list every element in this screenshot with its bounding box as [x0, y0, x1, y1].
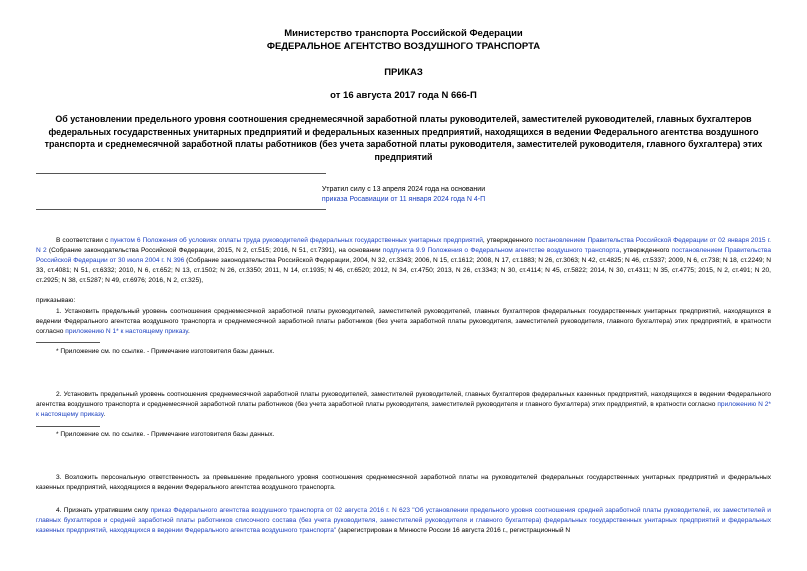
preamble-paragraph: В соответствии с пунктом 6 Положения об условиях оплаты труда руководителей федеральных государственных унитарных предприятий, утвержденного постановлением Правительства Российской Федерации от 02 января 2015 г. N 2 (Собрание законодательства Российской Федерации, 2015, N 2, ст.515; 2016, N 51, ст.7391), на основании подпункта 9.9 Положения о Федеральном агентстве воздушного транспорта, утвержденного постановлением Правительства Российской Федерации от 30 июля 2004 г. N 396 (Собрание законодательства Российской Федерации, 2004, N 32, ст.3343; 2006, N 15, ст.1612; 2008, N 17, ст.1883; N 26, ст.3063; N 42, ст.4825; N 46, ст.5337; 2009, N 6, ст.738; N 18, ст.2249; N 33, ст.4081; N 51, ст.6332; 2010, N 6, ст.652; N 13, ст.1502; N 26, ст.3350; 2011, N 14, ст.1935; N 46, ст.6520; 2012, N 34, ст.4750; 2013, N 26, ст.3343; N 30, ст.4114; N 45, ст.5822; 2014, N 30, ст.4311; N 35, ст.4775; 2015, N 2, ст.491; N 20, ст.2925; N 38, ст.5287; N 49, ст.6976; 2016, N 2, ст.325),: [36, 237, 772, 284]
lost-force-link[interactable]: приказа Росавиации от 11 января 2024 года N 4-П: [321, 196, 486, 203]
document-date-number: от 16 августа 2017 года N 666-П: [330, 90, 477, 101]
agency-name: ФЕДЕРАЛЬНОЕ АГЕНТСТВО ВОЗДУШНОГО ТРАНСПОРТА: [266, 41, 541, 52]
link-appendix-2[interactable]: приложению N 2* к настоящему приказу: [36, 401, 771, 418]
order-word: приказываю:: [36, 297, 76, 304]
footnote-rule-1: [36, 342, 100, 343]
link-government-decree-396[interactable]: постановлением Правительства Российской Федерации от 30 июля 2004 г. N 396: [36, 247, 772, 264]
link-agency-regulation[interactable]: подпункта 9.9 Положения о Федеральном агентстве воздушного транспорта: [382, 247, 620, 254]
document-type: ПРИКАЗ: [384, 67, 423, 78]
item-3-paragraph: 3. Возложить персональную ответственность за превышение предельного уровня соотношения среднемесячной заработной платы на руководителей федеральных государственных унитарных предприятий и федеральных казенных предприятий, находящихся в ведении Федерального агентства воздушного транспорта.: [36, 474, 771, 491]
ministry-name: Министерство транспорта Российской Федерации: [284, 28, 523, 39]
link-order-623[interactable]: приказ Федерального агентства воздушного транспорта от 02 августа 2016 г. N 623 "Об установлении предельного уровня соотношения средней заработной платы руководителей, их заместителей и главных бухгалтеров и средней заработной платы работников списочного состава (без учета руководителя, заместителей руководителя и главного бухгалтера) федеральных государственных унитарных предприятий и федеральных казенных предприятий, находящихся в ведении Федерального агентства воздушного транспорта": [36, 507, 771, 534]
item-1-paragraph: 1. Установить предельный уровень соотношения среднемесячной заработной платы руководителей, заместителей руководителей, главных бухгалтеров федеральных государственных унитарных предприятий, находящихся в ведении Федерального агентства воздушного транспорта и среднемесячной заработной платы работников (без учета заработной платы руководителя, заместителей руководителя, главного бухгалтера) этих предприятий, в кратности согласно приложению N 1* к настоящему приказу.: [36, 308, 771, 335]
footnote-rule-2: [36, 426, 100, 427]
divider-top: [36, 173, 326, 174]
footnote-1: * Приложение см. по ссылке. - Примечание изготовителя базы данных.: [56, 348, 275, 355]
link-government-decree-2[interactable]: постановлением Правительства Российской Федерации от 02 января 2015 г. N 2: [36, 237, 772, 254]
link-appendix-1[interactable]: приложению N 1* к настоящему приказу: [65, 328, 188, 335]
item-4-paragraph: 4. Признать утратившим силу приказ Федерального агентства воздушного транспорта от 02 августа 2016 г. N 623 "Об установлении предельного уровня соотношения средней заработной платы руководителей, их заместителей и главных бухгалтеров и средней заработной платы работников списочного состава (без учета руководителя, заместителей руководителя и главного бухгалтера) федеральных государственных унитарных предприятий и федеральных казенных предприятий, находящихся в ведении Федерального агентства воздушного транспорта" (зарегистрирован в Минюсте России 16 августа 2016 г., регистрационный N: [36, 507, 771, 534]
item-2-paragraph: 2. Установить предельный уровень соотношения среднемесячной заработной платы руководителей, заместителей руководителей, главных бухгалтеров федеральных казенных предприятий, находящихся в ведении Федерального агентства воздушного транспорта и среднемесячной заработной платы работников (без учета заработной платы руководителя, заместителей руководителя и главного бухгалтера) этих предприятий, в кратности согласно приложению N 2* к настоящему приказу.: [36, 391, 771, 418]
link-pay-regulation[interactable]: пунктом 6 Положения об условиях оплаты труда руководителей федеральных государственных унитарных предприятий: [110, 237, 483, 244]
footnote-2: * Приложение см. по ссылке. - Примечание изготовителя базы данных.: [56, 431, 275, 438]
divider-bottom: [36, 209, 326, 210]
document-title: Об установлении предельного уровня соотношения среднемесячной заработной платы руководителей, заместителей руководителей, главных бухгалтеров федеральных государственных унитарных предприятий и федеральных казенных предприятий, находящихся в ведении Федерального агентства воздушного транспорта и среднемесячной заработной платы работников (без учета заработной платы руководителя, заместителей руководителя, главного бухгалтера) этих предприятий: [44, 114, 763, 162]
lost-force-text: Утратил силу с 13 апреля 2024 года на основании: [321, 186, 486, 193]
